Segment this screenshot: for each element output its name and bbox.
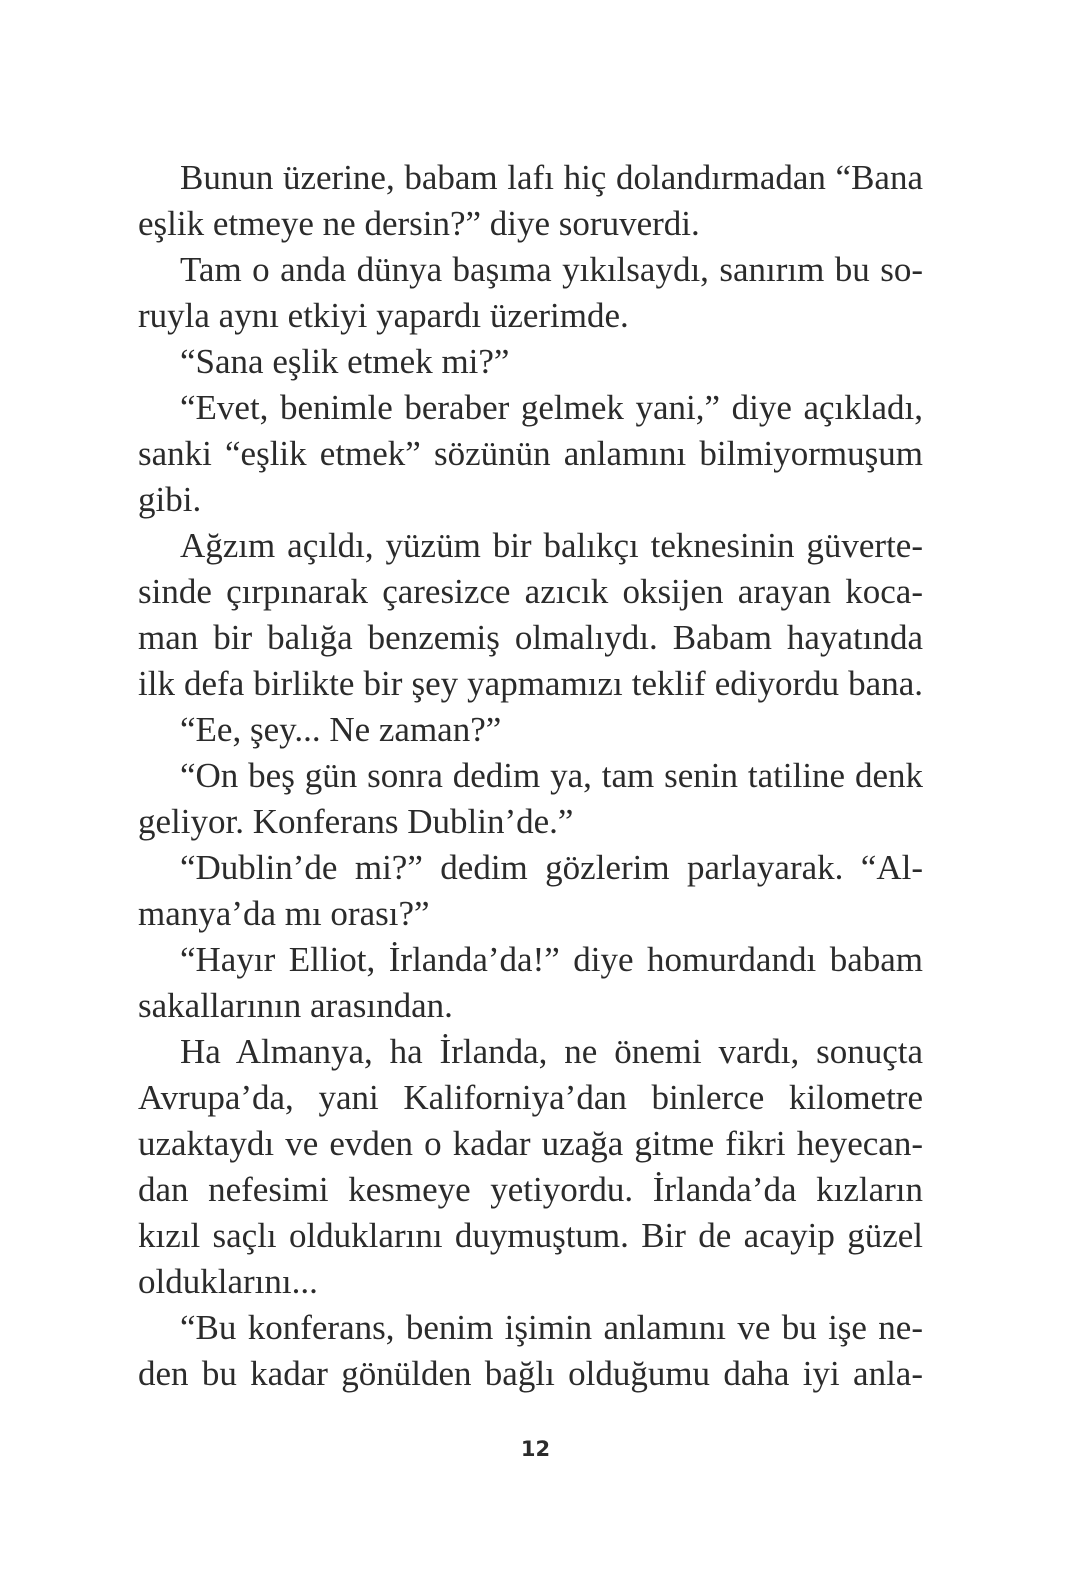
text-line: den bu kadar gönülden bağlı olduğumu daha iyi anla-	[138, 1354, 923, 1393]
text-line: olduklarını...	[138, 1262, 318, 1301]
text-line: Avrupa’da, yani Kaliforniya’dan binlerce kilometre	[138, 1078, 923, 1117]
text-line: uzaktaydı ve evden o kadar uzağa gitme fikri heyecan-	[138, 1124, 923, 1163]
text-line: “Hayır Elliot, İrlanda’da!” diye homurdandı babam	[180, 940, 923, 979]
text-line: Ağzım açıldı, yüzüm bir balıkçı teknesinin güverte-	[180, 526, 923, 565]
text-line: “Evet, benimle beraber gelmek yani,” diye açıkladı,	[180, 388, 923, 427]
text-line: “Dublin’de mi?” dedim gözlerim parlayarak. “Al-	[180, 848, 923, 887]
text-line: ruyla aynı etkiyi yapardı üzerimde.	[138, 296, 629, 335]
text-line: geliyor. Konferans Dublin’de.”	[138, 802, 574, 841]
text-line: manya’da mı orası?”	[138, 894, 430, 933]
text-line: “Ee, şey... Ne zaman?”	[180, 710, 502, 749]
text-line: gibi.	[138, 480, 202, 519]
text-line: sakallarının arasından.	[138, 986, 453, 1025]
body-text	[138, 155, 923, 1397]
text-line: “On beş gün sonra dedim ya, tam senin tatiline denk	[180, 756, 923, 795]
text-line: sanki “eşlik etmek” sözünün anlamını bilmiyormuşum	[138, 434, 923, 473]
text-line: eşlik etmeye ne dersin?” diye soruverdi.	[138, 204, 700, 243]
text-line: “Bu konferans, benim işimin anlamını ve bu işe ne-	[180, 1308, 923, 1347]
text-line: ilk defa birlikte bir şey yapmamızı teklif ediyordu bana.	[138, 664, 923, 703]
text-line: Bunun üzerine, babam lafı hiç dolandırmadan “Bana	[180, 158, 923, 197]
text-line: “Sana eşlik etmek mi?”	[180, 342, 510, 381]
page-number: 12	[520, 1437, 551, 1461]
text-line: man bir balığa benzemiş olmalıydı. Babam hayatında	[138, 618, 923, 657]
text-line: Ha Almanya, ha İrlanda, ne önemi vardı, sonuçta	[180, 1032, 923, 1071]
text-line: sinde çırpınarak çaresizce azıcık oksijen arayan koca-	[138, 572, 923, 611]
text-line: Tam o anda dünya başıma yıkılsaydı, sanırım bu so-	[180, 250, 923, 289]
text-line: dan nefesimi kesmeye yetiyordu. İrlanda’da kızların	[138, 1170, 923, 1209]
text-line: kızıl saçlı olduklarını duymuştum. Bir de acayip güzel	[138, 1216, 923, 1255]
